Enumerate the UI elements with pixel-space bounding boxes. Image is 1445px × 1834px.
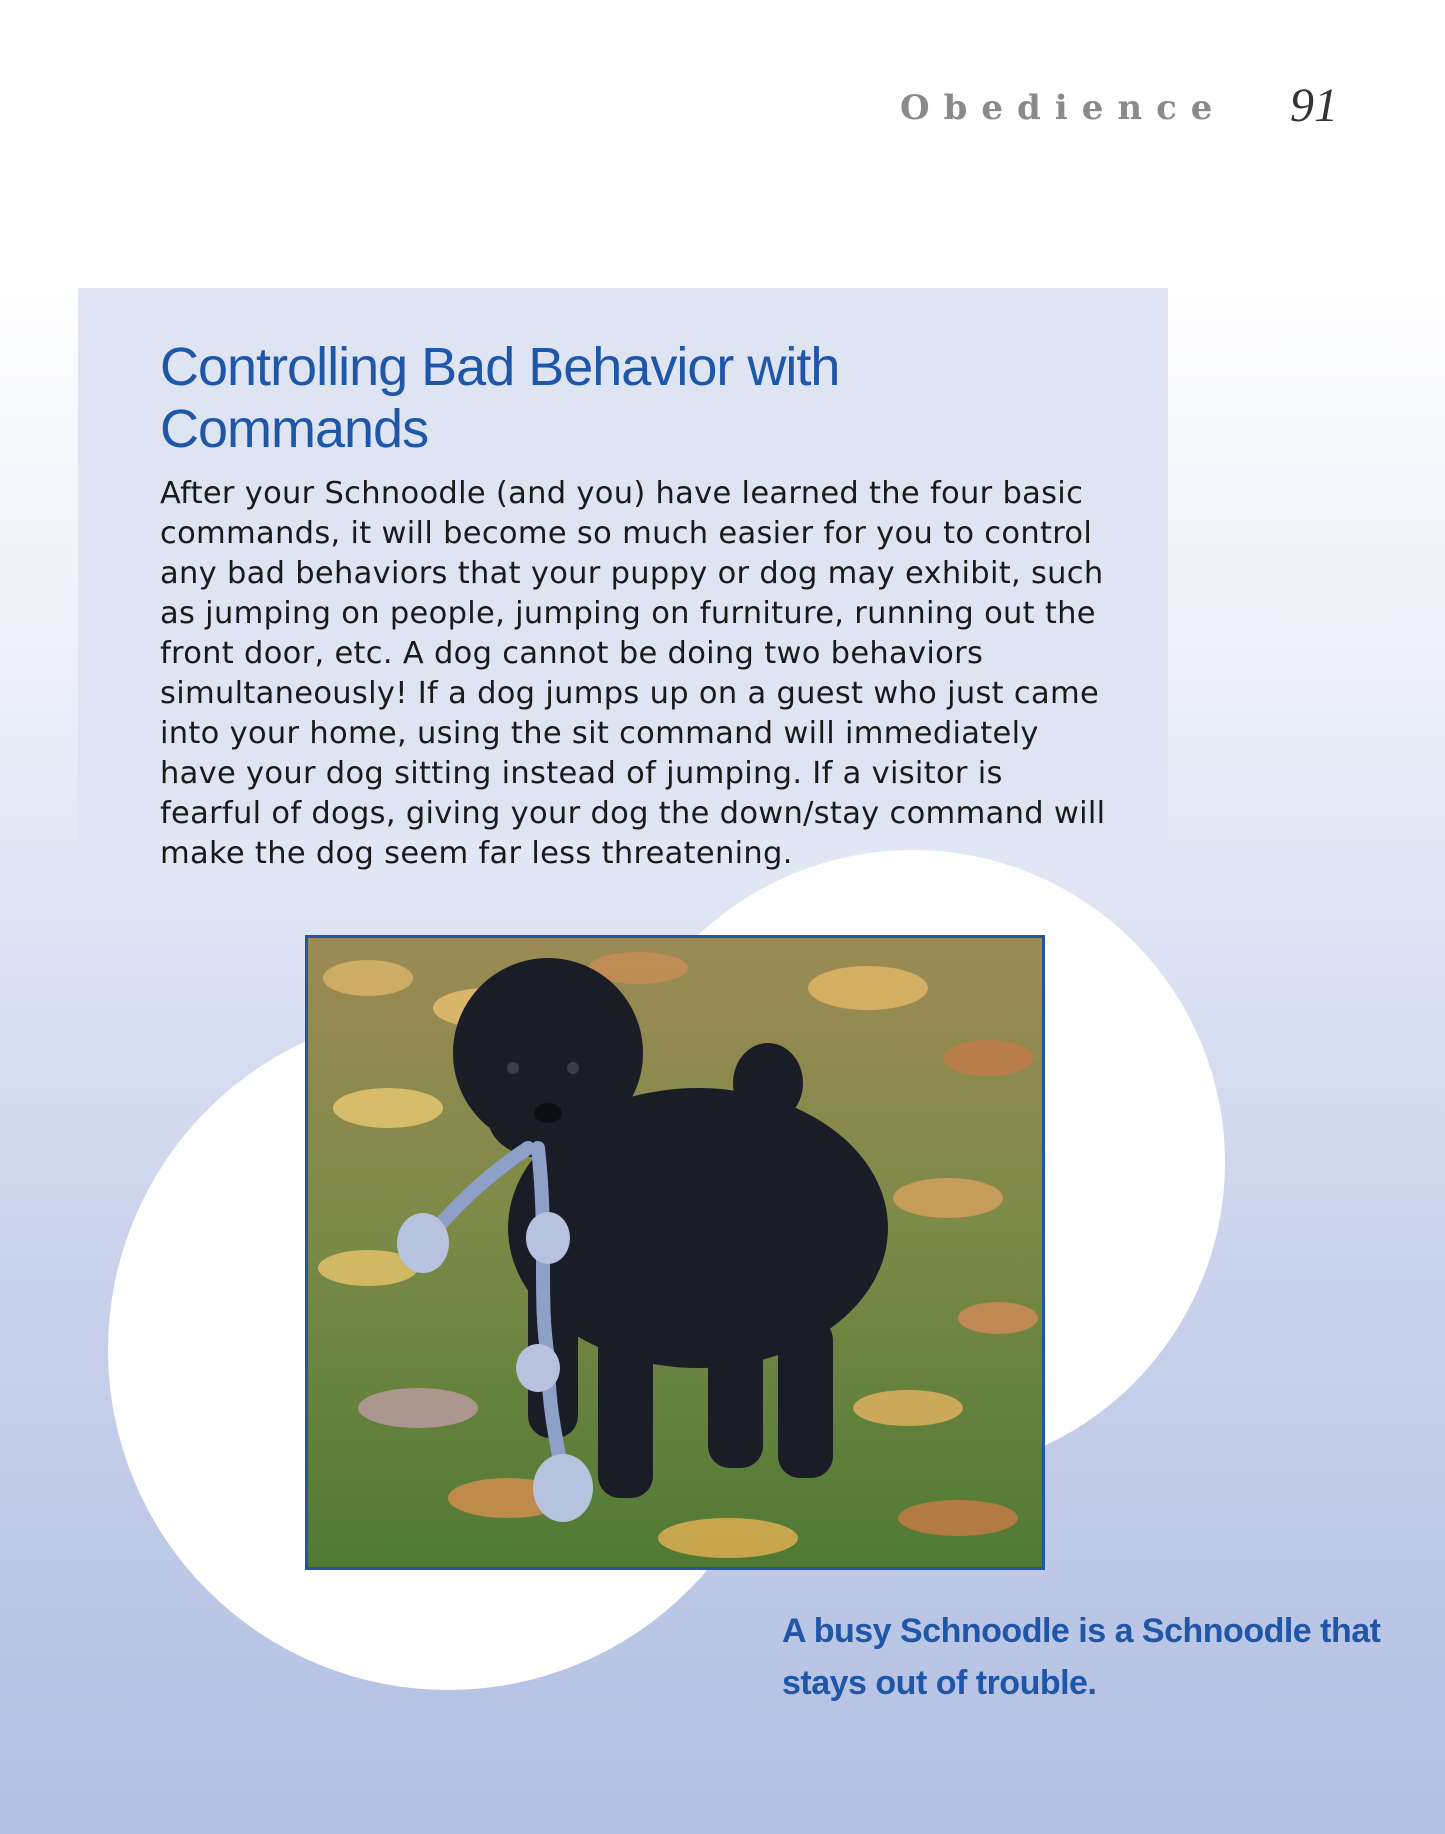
sidebar-box: [78, 288, 1168, 871]
dog-photo: [305, 935, 1045, 1570]
running-head: Obedience: [900, 88, 1227, 128]
dog-photo-illustration: [308, 938, 1042, 1567]
sidebar-body: After your Schnoodle (and you) have learned the four basic commands, it will become so much easier for you to control any bad behaviors that your puppy or dog may exhibit, such as jumping on people, jumping on furniture, running out the front door, etc. A dog cannot be doing two behaviors simultaneously! If a dog jumps up on a guest who just came into your home, using the sit command will immediately have your dog sitting instead of jumping. If a visitor is fearful of dogs, giving your dog the down/stay command will make the dog seem far less threatening.: [160, 476, 1106, 871]
photo-caption: A busy Schnoodle is a Schnoodle that stays out of trouble.: [782, 1612, 1381, 1702]
page-number: 91: [1290, 79, 1338, 132]
sidebar-title: Controlling Bad Behavior with Commands: [160, 337, 840, 459]
